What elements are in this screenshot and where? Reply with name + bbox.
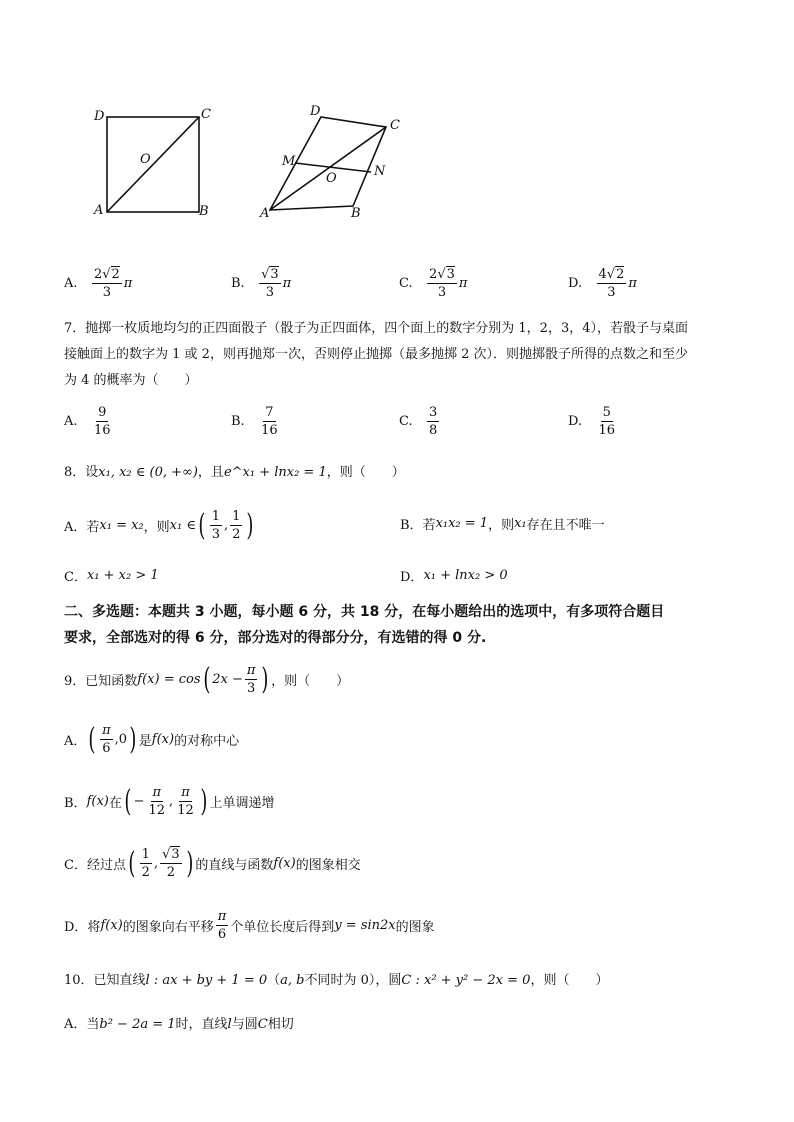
q9-option-d[interactable]: D．将 f(x) 的图象向右平移 $\frac{\pi}{6}$ 个单位长度后得到 y = sin2x 的图象 [64,909,435,942]
square-figure [107,117,199,212]
label-D2: D [310,104,321,119]
q6-option-a[interactable]: A. $\frac{2√2}{3}$ π [64,267,133,300]
q6-option-b[interactable]: B. $\frac{√3}{3}$ π [231,267,292,300]
q8-stem: 8．设x₁, x₂ ∈ (0, +∞)，且e^x₁ + lnx₂ = 1，则（ ） [64,465,405,480]
q7-stem-line3: 为 4 的概率为（ ） [64,373,198,388]
label-M: M [282,154,296,169]
label-N: N [374,164,386,179]
q6-option-c[interactable]: C. $\frac{2√3}{3}$ π [399,267,468,300]
label-D: D [94,109,105,124]
label-O: O [140,152,151,167]
label-A: A [94,203,104,218]
q10-stem: 10．已知直线l : ax + by + 1 = 0（a, b不同时为 0），圆C : x² + y² − 2x = 0，则（ ） [64,973,609,988]
q7-option-c[interactable]: C. $\frac{3}{8}$ [399,405,438,438]
q8-option-c[interactable]: C． x₁ + x₂ > 1 [64,568,159,585]
label-A2: A [260,206,270,221]
q7-option-a[interactable]: A. $\frac{9}{16}$ [64,405,111,438]
q9-option-b[interactable]: B． f(x) 在 ( − $\frac{\pi}{12}$ , $\frac{\pi}{12}$ ) 上单调递增 [64,783,275,819]
q6-option-d[interactable]: D. $\frac{4√2}{3}$ π [568,267,637,300]
q9-option-c[interactable]: C．经过点 ( $\frac{1}{2}$ , $\frac{√3}{2}$ ) 的直线与函数 f(x) 的图象相交 [64,845,361,881]
geometry-figures [80,100,420,230]
label-B2: B [351,206,361,221]
section2-heading-line1: 二、多选题：本题共 3 小题，每小题 6 分，共 18 分，在每小题给出的选项中，有多项符合题目 [64,604,665,620]
q9-option-a[interactable]: A． ( $\frac{\pi}{6}$ ,0 ) 是 f(x) 的对称中心 [64,721,240,757]
q8-option-b[interactable]: B．若 x₁x₂ = 1 ，则 x₁ 存在且不唯一 [400,516,605,533]
q9-stem: 9．已知函数 f(x) = cos ( 2x − $\frac{\pi}{3}$ ) ，则（ ） [64,661,350,697]
q8-option-a[interactable]: A．若 x₁ = x₂ ，则 x₁ ∈ ( $\frac{1}{3}$ , $\frac{1}{2}$ ) [64,507,254,543]
q7-option-d[interactable]: D. $\frac{5}{16}$ [568,405,616,438]
q7-stem-line1: 7．抛掷一枚质地均匀的正四面骰子（骰子为正四面体，四个面上的数字分别为 1，2，3，4），若骰子与桌面 [64,321,688,336]
label-C: C [201,107,211,122]
q8-option-d[interactable]: D． x₁ + lnx₂ > 0 [400,568,508,585]
section2-heading-line2: 要求，全部选对的得 6 分，部分选对的得部分分，有选错的得 0 分. [64,630,487,646]
q7-stem-line2: 接触面上的数字为 1 或 2，则再抛郑一次，否则停止抛掷（最多抛掷 2 次）．则抛掷骰子所得的点数之和至少 [64,347,688,362]
label-B: B [199,204,209,219]
label-C2: C [390,118,400,133]
q7-option-b[interactable]: B. $\frac{7}{16}$ [231,405,278,438]
label-O2: O [326,171,337,186]
q10-option-a[interactable]: A．当b² − 2a = 1时，直线l与圆C相切 [64,1017,294,1032]
